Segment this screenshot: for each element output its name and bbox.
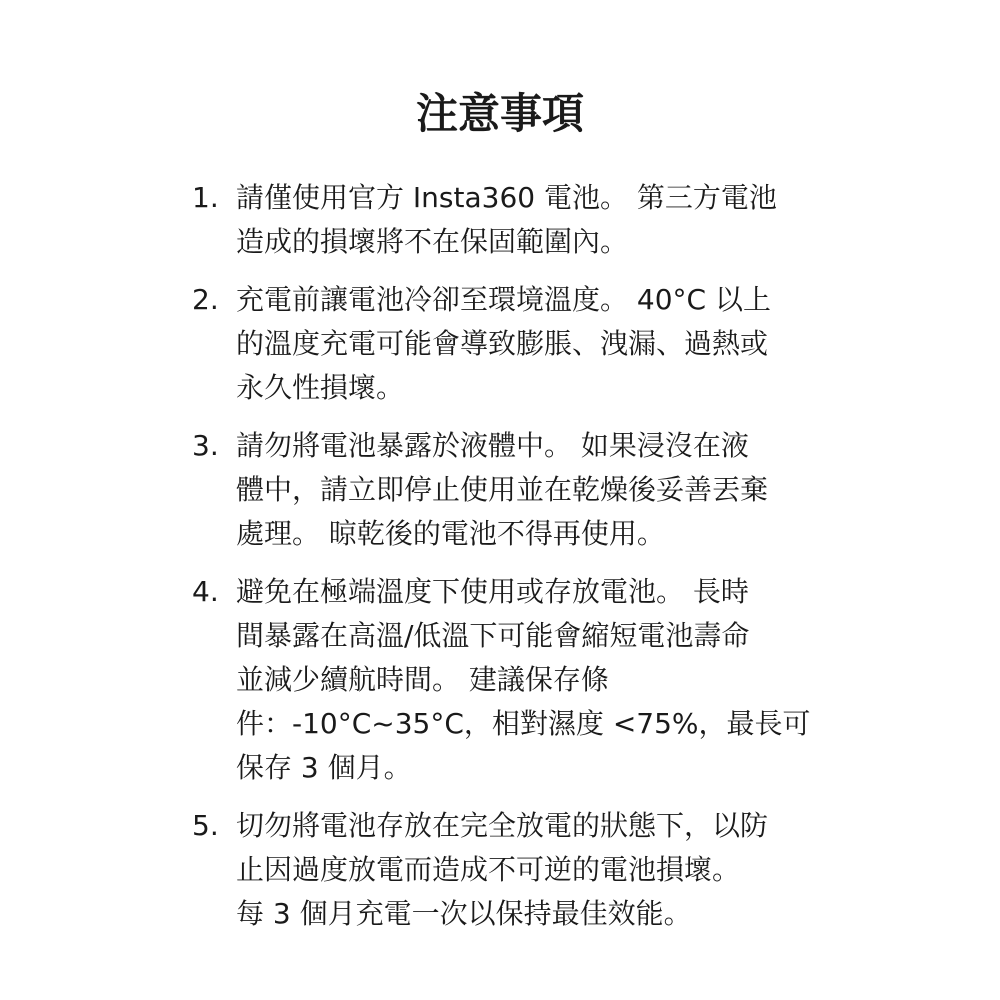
item-text-line: 處理。 晾乾後的電池不得再使用。 (236, 517, 665, 550)
item-text (236, 570, 832, 790)
list-item (192, 278, 832, 410)
item-text (236, 424, 832, 556)
list-item (192, 570, 832, 790)
item-text-line: 體中，請立即停止使用並在乾燥後妥善丟棄 (236, 473, 769, 506)
item-text-line: 保存 3 個月。 (236, 751, 412, 784)
item-text-line: 充電前讓電池冷卻至環境溫度。 40°C 以上 (236, 283, 771, 316)
item-text-line: 請僅使用官方 Insta360 電池。 第三方電池 (236, 181, 777, 214)
item-text-line: 造成的損壞將不在保固範圍內。 (236, 225, 629, 258)
list-item (192, 176, 832, 264)
item-number: 2. (192, 283, 219, 316)
list-item (192, 424, 832, 556)
item-text (236, 176, 832, 264)
item-text-line: 件：-10°C~35°C，相對濕度 <75%，最長可 (236, 707, 811, 740)
item-number: 5. (192, 809, 219, 842)
item-text-line: 每 3 個月充電一次以保持最佳效能。 (236, 897, 692, 930)
item-text-line: 切勿將電池存放在完全放電的狀態下，以防 (236, 809, 769, 842)
list-item (192, 804, 832, 936)
item-text (236, 278, 832, 410)
item-text-line: 間暴露在高溫/低溫下可能會縮短電池壽命 (236, 619, 750, 652)
item-text-line: 請勿將電池暴露於液體中。 如果浸沒在液 (236, 429, 749, 462)
notice-list (192, 176, 832, 950)
item-text-line: 止因過度放電而造成不可逆的電池損壞。 (236, 853, 741, 886)
item-text-line: 永久性損壞。 (236, 371, 405, 404)
item-number: 1. (192, 181, 219, 214)
item-text-line: 的溫度充電可能會導致膨脹、洩漏、過熱或 (236, 327, 769, 360)
item-number: 3. (192, 429, 219, 462)
item-text-line: 並減少續航時間。 建議保存條 (236, 663, 609, 696)
item-text (236, 804, 832, 936)
page-title: 注意事項 (415, 89, 584, 138)
item-text-line: 避免在極端溫度下使用或存放電池。 長時 (236, 575, 749, 608)
item-number: 4. (192, 575, 219, 608)
